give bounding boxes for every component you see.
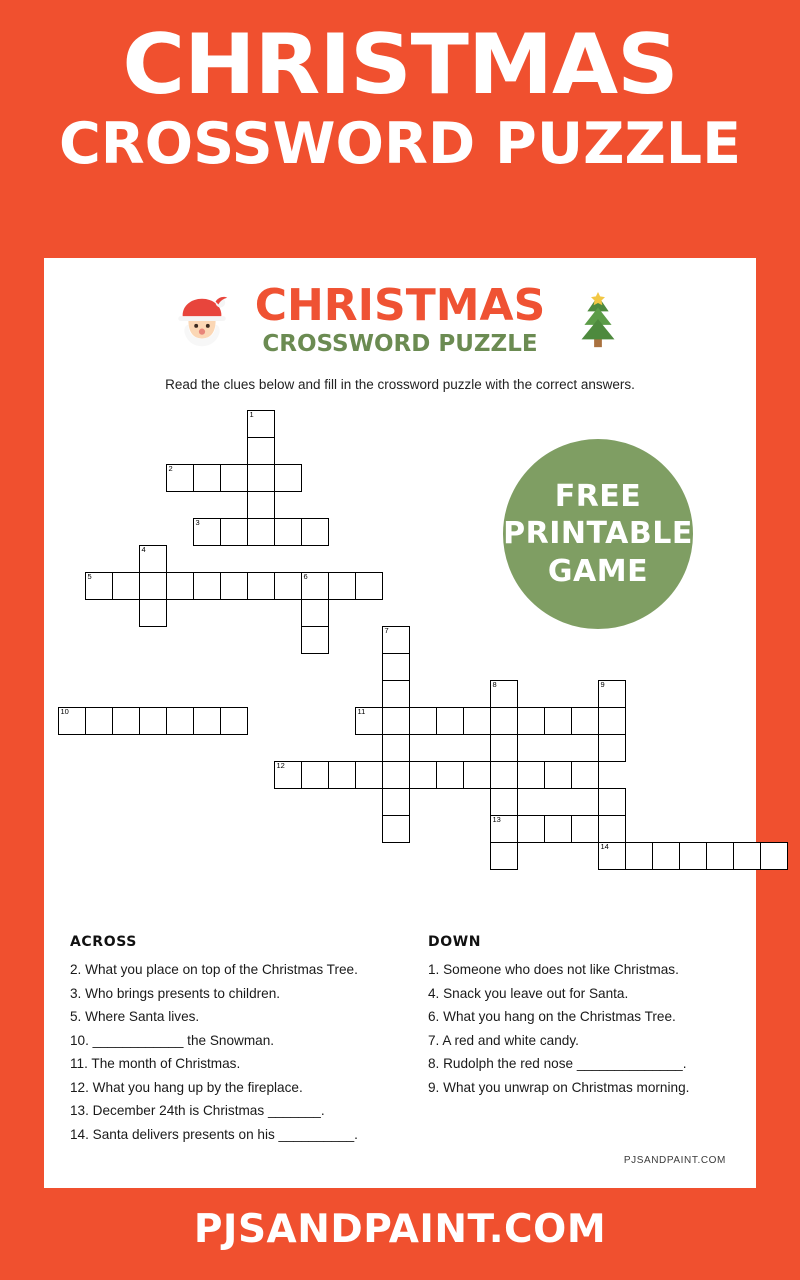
crossword-cell[interactable] — [463, 761, 491, 789]
crossword-cell[interactable] — [598, 707, 626, 735]
crossword-cell[interactable] — [382, 734, 410, 762]
cell-number: 1 — [249, 410, 254, 420]
crossword-cell[interactable] — [382, 680, 410, 708]
sheet-title: CHRISTMAS — [254, 280, 546, 331]
cell-number: 6 — [303, 572, 308, 582]
crossword-cell[interactable] — [58, 707, 86, 735]
crossword-cell[interactable] — [544, 761, 572, 789]
crossword-cell[interactable] — [490, 842, 518, 870]
crossword-cell[interactable] — [193, 572, 221, 600]
cell-number: 11 — [357, 707, 366, 717]
crossword-cell[interactable] — [247, 491, 275, 519]
christmas-tree-icon — [567, 290, 629, 352]
clue-item: 4. Snack you leave out for Santa. — [428, 985, 629, 1001]
crossword-cell[interactable] — [166, 707, 194, 735]
crossword-cell[interactable] — [274, 572, 302, 600]
crossword-cell[interactable] — [382, 788, 410, 816]
crossword-cell[interactable] — [490, 734, 518, 762]
sheet-credit: PJSANDPAINT.COM — [623, 1155, 726, 1166]
cell-number: 7 — [384, 626, 389, 636]
crossword-cell[interactable] — [517, 815, 545, 843]
crossword-cell[interactable] — [598, 680, 626, 708]
crossword-cell[interactable] — [193, 707, 221, 735]
crossword-cell[interactable] — [355, 572, 383, 600]
clue-item: 8. Rudolph the red nose ______________. — [428, 1056, 687, 1071]
clue-item: 12. What you hang up by the fireplace. — [70, 1079, 303, 1095]
clue-item: 7. A red and white candy. — [428, 1032, 579, 1048]
crossword-cell[interactable] — [85, 707, 113, 735]
crossword-cell[interactable] — [598, 815, 626, 843]
page-footer-url: PJSANDPAINT.COM — [193, 1207, 607, 1252]
clues-section — [44, 934, 756, 1146]
clue-item: 2. What you place on top of the Christmas Tree. — [70, 962, 358, 977]
crossword-cell[interactable] — [139, 707, 167, 735]
clue-item: 6. What you hang on the Christmas Tree. — [428, 1009, 676, 1024]
across-heading: ACROSS — [70, 934, 137, 950]
santa-face-icon — [171, 290, 233, 352]
crossword-cell[interactable] — [598, 734, 626, 762]
cell-number: 5 — [87, 572, 92, 582]
crossword-cell[interactable] — [301, 518, 329, 546]
crossword-cell[interactable] — [517, 761, 545, 789]
clue-item: 14. Santa delivers presents on his __________. — [70, 1126, 358, 1142]
cell-number: 12 — [276, 761, 285, 771]
crossword-cell[interactable] — [760, 842, 788, 870]
crossword-cell[interactable] — [490, 707, 518, 735]
crossword-cell[interactable] — [625, 842, 653, 870]
printable-sheet — [44, 258, 756, 1188]
crossword-cell[interactable] — [220, 707, 248, 735]
crossword-cell[interactable] — [301, 626, 329, 654]
crossword-cell[interactable] — [301, 599, 329, 627]
crossword-cell[interactable] — [85, 572, 113, 600]
crossword-cell[interactable] — [247, 437, 275, 465]
badge-line-2: PRINTABLE — [503, 516, 693, 552]
crossword-cell[interactable] — [274, 464, 302, 492]
sheet-title-block — [254, 280, 546, 357]
crossword-cell[interactable] — [166, 572, 194, 600]
cell-number: 4 — [141, 545, 146, 555]
crossword-cell[interactable] — [382, 815, 410, 843]
page-banner — [0, 0, 800, 176]
crossword-cell[interactable] — [571, 761, 599, 789]
crossword-cell[interactable] — [652, 842, 680, 870]
badge-line-3: GAME — [547, 553, 649, 589]
crossword-cell[interactable] — [571, 707, 599, 735]
crossword-cell[interactable] — [355, 707, 383, 735]
crossword-cell[interactable] — [274, 761, 302, 789]
crossword-cell[interactable] — [301, 761, 329, 789]
crossword-cell[interactable] — [409, 707, 437, 735]
crossword-cell[interactable] — [355, 761, 383, 789]
crossword-cell[interactable] — [463, 707, 491, 735]
cell-number: 13 — [492, 815, 501, 825]
crossword-cell[interactable] — [247, 572, 275, 600]
crossword-cell[interactable] — [544, 707, 572, 735]
crossword-cell[interactable] — [490, 680, 518, 708]
crossword-cell[interactable] — [490, 815, 518, 843]
crossword-cell[interactable] — [382, 626, 410, 654]
crossword-cell[interactable] — [436, 707, 464, 735]
down-heading: DOWN — [428, 934, 482, 950]
clue-item: 13. December 24th is Christmas _______. — [70, 1103, 325, 1118]
crossword-cell[interactable] — [517, 707, 545, 735]
clue-item: 11. The month of Christmas. — [70, 1056, 241, 1071]
cell-number: 10 — [60, 707, 69, 717]
badge-line-1: FREE — [554, 478, 642, 514]
crossword-cell[interactable] — [112, 572, 140, 600]
clue-item: 5. Where Santa lives. — [70, 1009, 200, 1024]
banner-title-line2: CROSSWORD PUZZLE — [58, 110, 742, 177]
clue-item: 3. Who brings presents to children. — [70, 985, 281, 1001]
across-column — [70, 934, 400, 1146]
crossword-cell[interactable] — [706, 842, 734, 870]
clue-item: 1. Someone who does not like Christmas. — [428, 962, 679, 977]
crossword-cell[interactable] — [328, 761, 356, 789]
cell-number: 14 — [600, 842, 609, 852]
crossword-cell[interactable] — [598, 788, 626, 816]
crossword-cell[interactable] — [382, 761, 410, 789]
crossword-cell[interactable] — [328, 572, 356, 600]
crossword-cell[interactable] — [382, 653, 410, 681]
crossword-cell[interactable] — [274, 518, 302, 546]
cell-number: 2 — [168, 464, 173, 474]
free-printable-badge — [496, 432, 700, 636]
crossword-cell[interactable] — [193, 518, 221, 546]
crossword-cell[interactable] — [733, 842, 761, 870]
crossword-cell[interactable] — [247, 518, 275, 546]
crossword-cell[interactable] — [247, 464, 275, 492]
sheet-header — [44, 258, 756, 357]
sheet-subtitle: CROSSWORD PUZZLE — [262, 331, 538, 357]
crossword-cell[interactable] — [193, 464, 221, 492]
crossword-cell[interactable] — [139, 572, 167, 600]
cell-number: 8 — [492, 680, 497, 690]
clue-item: 10. ____________ the Snowman. — [70, 1032, 275, 1048]
cell-number: 9 — [600, 680, 605, 690]
down-column — [400, 934, 730, 1146]
crossword-cell[interactable] — [382, 707, 410, 735]
crossword-cell[interactable] — [301, 572, 329, 600]
crossword-cell[interactable] — [112, 707, 140, 735]
crossword-cell[interactable] — [166, 464, 194, 492]
crossword-cell[interactable] — [544, 815, 572, 843]
crossword-cell[interactable] — [139, 599, 167, 627]
crossword-cell[interactable] — [220, 572, 248, 600]
crossword-cell[interactable] — [571, 815, 599, 843]
crossword-cell[interactable] — [220, 464, 248, 492]
crossword-cell[interactable] — [490, 761, 518, 789]
crossword-cell[interactable] — [139, 545, 167, 573]
clue-item: 9. What you unwrap on Christmas morning. — [428, 1079, 690, 1095]
crossword-cell[interactable] — [598, 842, 626, 870]
crossword-cell[interactable] — [490, 788, 518, 816]
crossword-cell[interactable] — [220, 518, 248, 546]
banner-title-line1: CHRISTMAS — [122, 16, 678, 113]
instructions-text: Read the clues below and fill in the crossword puzzle with the correct answers. — [165, 377, 635, 393]
crossword-cell[interactable] — [247, 410, 275, 438]
crossword-cell[interactable] — [679, 842, 707, 870]
crossword-cell[interactable] — [436, 761, 464, 789]
cell-number: 3 — [195, 518, 200, 528]
crossword-cell[interactable] — [409, 761, 437, 789]
